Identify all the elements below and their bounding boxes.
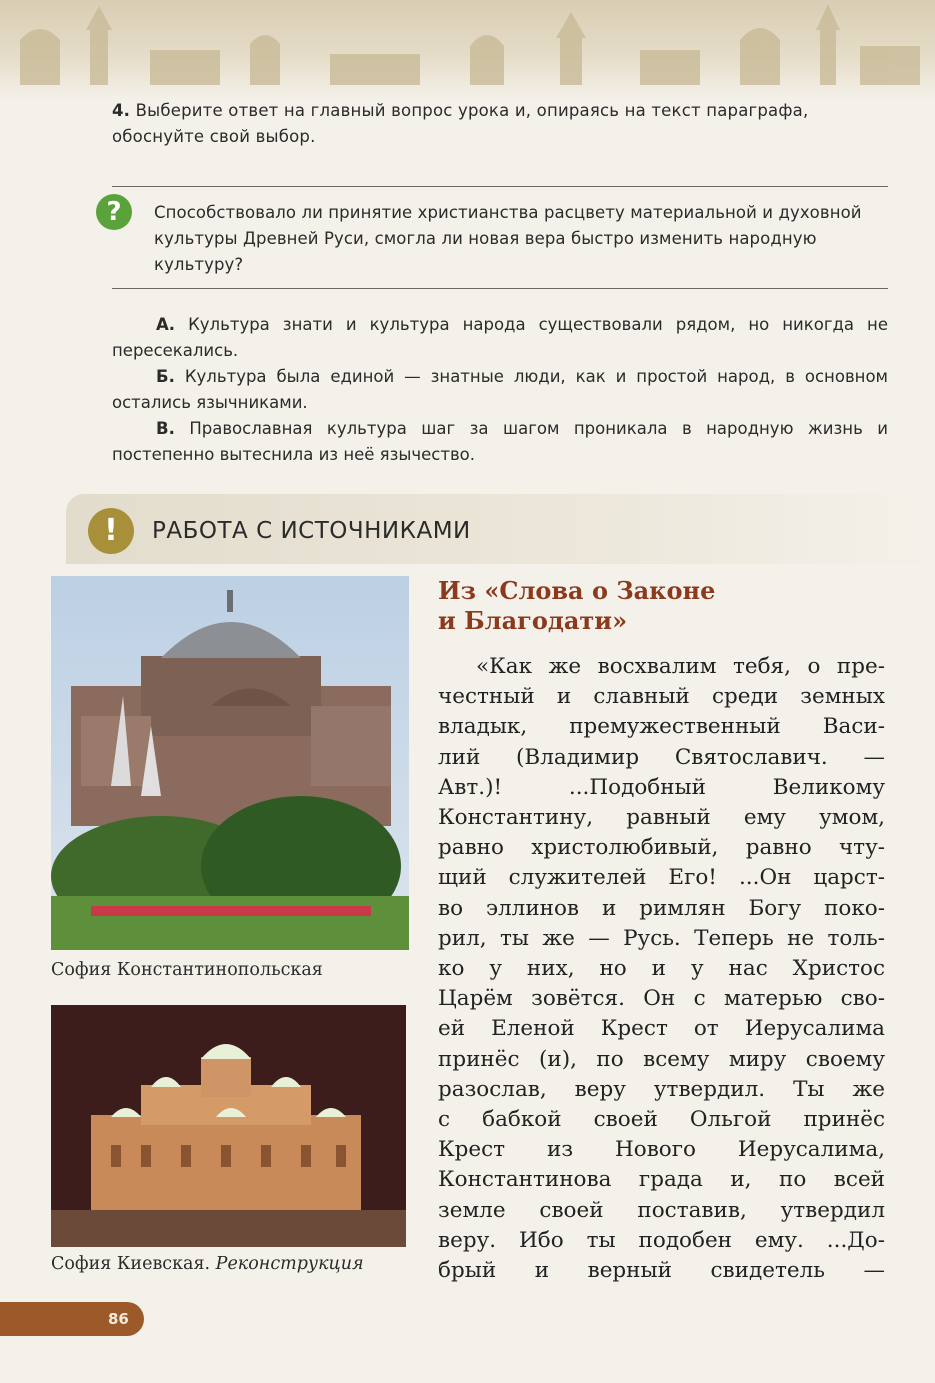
- divider-top: [112, 186, 888, 187]
- photo2-caption-italic: Реконструкция: [215, 1254, 364, 1274]
- source-line: Царём зовётся. Он с матерью сво-: [438, 986, 885, 1012]
- source-line: «Как же восхвалим тебя, о пре-: [476, 654, 885, 679]
- photo2-caption: [51, 1254, 364, 1274]
- source-line: Авт.)! ...Подобный Великому: [438, 774, 885, 800]
- answer-text: Культура знати и культура народа существовали рядом, но никогда не пересекались.: [112, 315, 888, 360]
- photo1-caption: София Константинопольская: [51, 960, 323, 980]
- source-line: владык, премужественный Васи-: [438, 714, 885, 740]
- source-line: разослав, веру утвердил. Ты же: [438, 1076, 885, 1102]
- hagia-sophia-photo: [51, 576, 409, 950]
- source-line: лий (Владимир Святославич. —: [438, 744, 885, 770]
- question-mark-icon: ?: [96, 194, 132, 230]
- answer-options: [112, 312, 888, 468]
- city-skyline-illustration: [0, 0, 935, 100]
- answer-letter: А.: [156, 315, 176, 334]
- answer-a: [112, 312, 888, 364]
- task-text: Выберите ответ на главный вопрос урока и, опираясь на текст параграфа, обоснуйте свой выбор.: [112, 101, 809, 146]
- answer-letter: В.: [156, 419, 175, 438]
- main-question: Способствовало ли принятие христианства расцвету материальной и духовной культуры Древней Руси, смогла ли новая вера быстро изменить народную культуру?: [154, 203, 862, 274]
- source-line: брый и верный свидетель —: [438, 1258, 885, 1284]
- source-line: щий служителей Его! ...Он царст-: [438, 865, 885, 891]
- source-title-line2: и Благодати»: [438, 606, 628, 635]
- answer-text: Культура была единой — знатные люди, как и простой народ, в основном остались язычниками.: [112, 367, 888, 412]
- section-title: РАБОТА С ИСТОЧНИКАМИ: [152, 518, 471, 544]
- source-line: ей Еленой Крест от Иерусалима: [438, 1016, 885, 1042]
- source-line: честный и славный среди земных: [438, 684, 885, 710]
- source-line: рил, ты же — Русь. Теперь не толь-: [438, 925, 885, 951]
- source-line: Константину, равный ему умом,: [438, 805, 885, 831]
- source-line: принёс (и), по всему миру своему: [438, 1046, 885, 1072]
- source-line: с бабкой своей Ольгой принёс: [438, 1107, 885, 1133]
- task-instruction: [112, 98, 892, 150]
- source-line: равно христолюбивый, равно чту-: [438, 835, 885, 861]
- source-line: веру. Ибо ты подобен ему. ...До-: [438, 1227, 885, 1253]
- photo2-caption-text: София Киевская.: [51, 1254, 211, 1274]
- answer-text: Православная культура шаг за шагом проникала в народную жизнь и постепенно вытеснила из неё язычество.: [112, 419, 888, 464]
- top-decorative-banner: [0, 0, 935, 100]
- divider-bottom: [112, 288, 888, 289]
- source-line: во эллинов и римлян Богу поко-: [438, 895, 885, 921]
- source-title: [438, 576, 888, 636]
- answer-letter: Б.: [156, 367, 175, 386]
- page-number: 86: [108, 1310, 129, 1328]
- source-line: Константинова града и, по всей: [438, 1167, 885, 1193]
- source-line: ко у них, но и у нас Христос: [438, 956, 885, 982]
- answer-b: [112, 364, 888, 416]
- task-number: 4.: [112, 101, 131, 120]
- answer-c: [112, 416, 888, 468]
- source-line: Крест из Нового Иерусалима,: [438, 1137, 885, 1163]
- source-text: [438, 652, 885, 1286]
- sofia-kyiv-model-photo: [51, 1005, 406, 1247]
- source-line: земле своей поставив, утвердил: [438, 1197, 885, 1223]
- source-title-line1: Из «Слова о Законе: [438, 576, 716, 605]
- exclamation-icon: !: [88, 508, 134, 554]
